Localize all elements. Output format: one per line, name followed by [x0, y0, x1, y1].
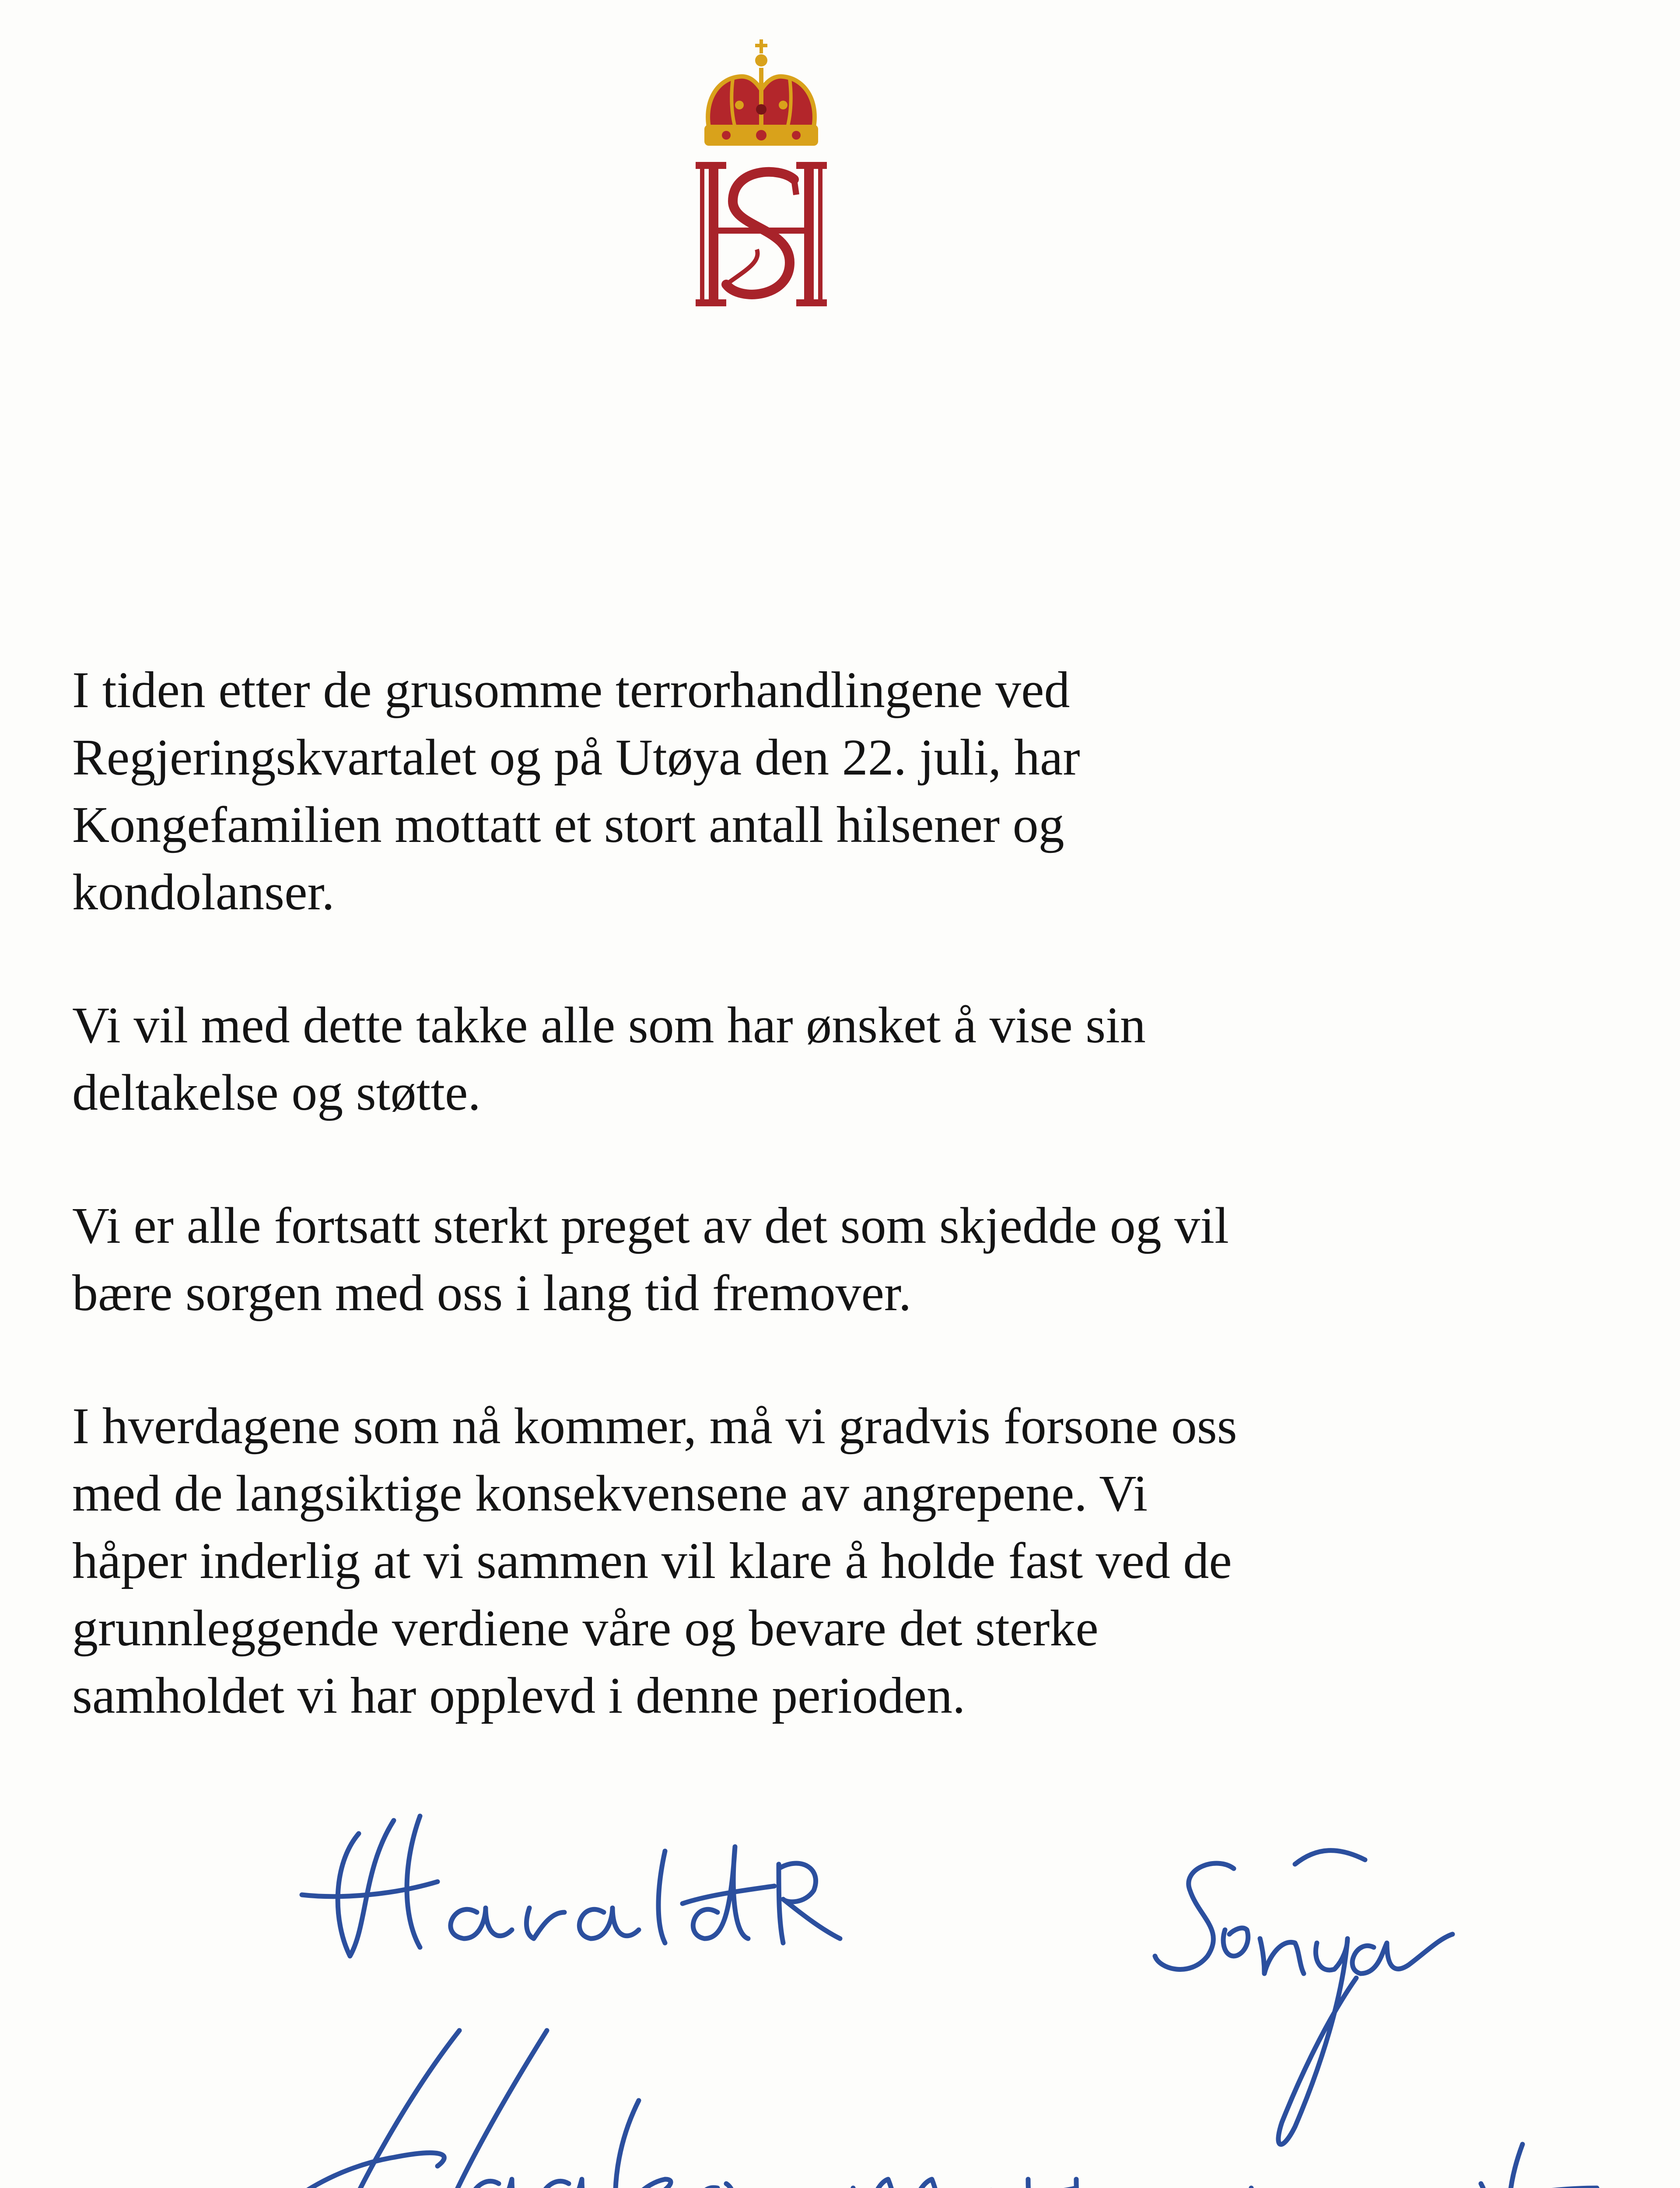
paragraph-1 — [72, 656, 1603, 926]
text-line: grunnleggende verdiene våre og bevare det sterke — [72, 1599, 1099, 1657]
signature-sonja — [1155, 1851, 1452, 2145]
text-line: Vi er alle fortsatt sterkt preget av det som skjedde og vil — [72, 1197, 1229, 1254]
signature-haakon — [245, 2030, 884, 2188]
letter-body — [72, 656, 1603, 1795]
text-line: I tiden etter de grusomme terrorhandlingene ved — [72, 661, 1070, 719]
text-line: deltakelse og støtte. — [72, 1064, 481, 1121]
paragraph-2 — [72, 992, 1603, 1126]
paragraph-3 — [72, 1192, 1603, 1327]
signature-mette-marit — [853, 2144, 1654, 2188]
text-line: håper inderlig at vi sammen vil klare å holde fast ved de — [72, 1532, 1232, 1589]
text-line: I hverdagene som nå kommer, må vi gradvis forsone oss — [72, 1397, 1237, 1455]
hs-monogram-icon — [696, 162, 827, 306]
text-line: Regjeringskvartalet og på Utøya den 22. juli, har — [72, 729, 1080, 786]
text-line: samholdet vi har opplevd i denne perioden. — [72, 1667, 966, 1724]
crown-icon — [704, 39, 818, 146]
royal-monogram-crown-icon — [691, 35, 831, 315]
paragraph-4 — [72, 1392, 1603, 1729]
text-line: med de langsiktige konsekvensene av angrepene. Vi — [72, 1465, 1148, 1522]
text-line: Vi vil med dette takke alle som har ønsket å vise sin — [72, 996, 1146, 1054]
text-line: bære sorgen med oss i lang tid fremover. — [72, 1264, 912, 1322]
text-line: Kongefamilien mottatt et stort antall hilsener og — [72, 796, 1064, 853]
text-line: kondolanser. — [72, 863, 335, 921]
signature-harald-r — [302, 1816, 840, 1956]
